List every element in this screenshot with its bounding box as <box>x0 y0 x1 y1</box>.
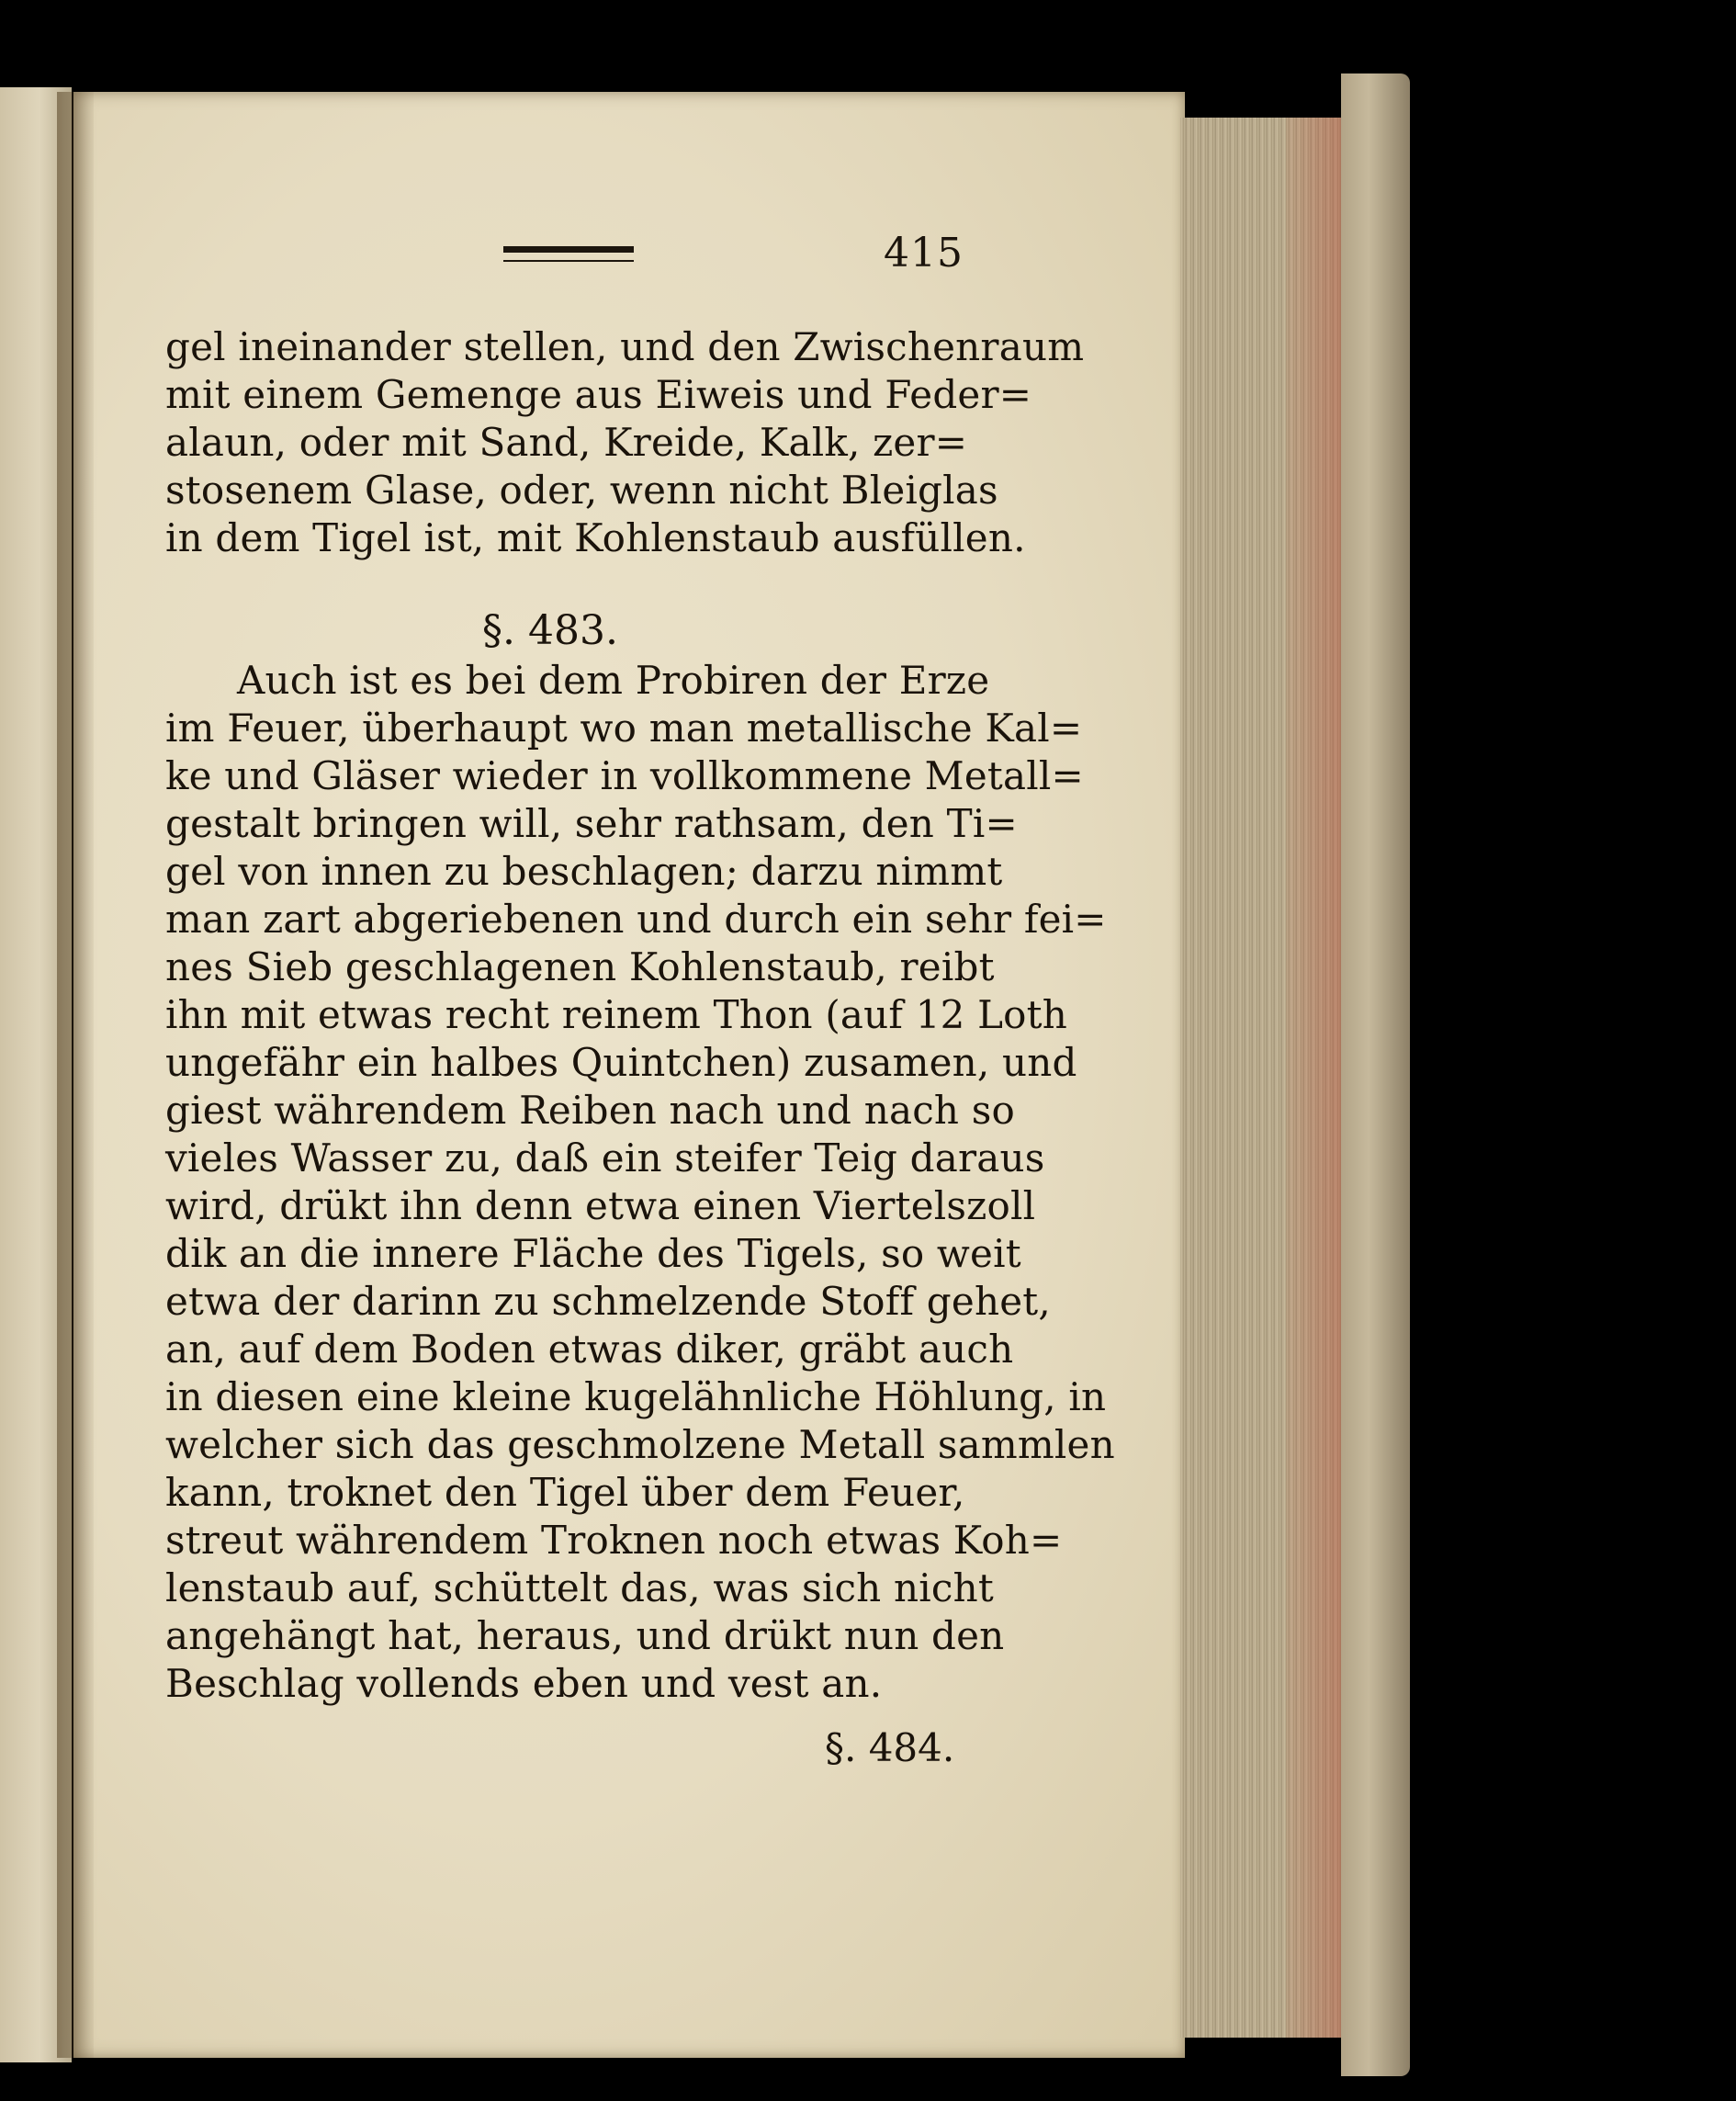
text-line: nes Sieb geschlagenen Kohlenstaub, reibt <box>165 944 995 989</box>
text-line: vieles Wasser zu, daß ein steifer Teig daraus <box>165 1135 1045 1180</box>
text-line: ihn mit etwas recht reinem Thon (auf 12 Loth <box>165 992 1067 1037</box>
text-line: man zart abgeriebenen und durch ein sehr fei= <box>165 897 1107 942</box>
text-line: ungefähr ein halbes Quintchen) zusamen, und <box>165 1040 1077 1085</box>
text-line: angehängt hat, heraus, und drükt nun den <box>165 1613 1005 1658</box>
text-line: etwa der darinn zu schmelzende Stoff gehet, <box>165 1279 1051 1324</box>
text-line: gel ineinander stellen, und den Zwischenraum <box>165 324 1085 369</box>
text-line: Auch ist es bei dem Probiren der Erze <box>237 658 990 703</box>
text-line: im Feuer, überhaupt wo man metallische Kal= <box>165 706 1083 751</box>
text-line: giest währendem Reiben nach und nach so <box>165 1088 1015 1133</box>
running-head-rule <box>503 246 634 262</box>
text-line: alaun, oder mit Sand, Kreide, Kalk, zer= <box>165 420 968 465</box>
text-line: gel von innen zu beschlagen; darzu nimmt <box>165 849 1003 894</box>
book-cover-board <box>1341 73 1410 2076</box>
text-line: ke und Gläser wieder in vollkommene Metall= <box>165 753 1084 798</box>
page-number: 415 <box>884 230 964 277</box>
text-line: an, auf dem Boden etwas diker, gräbt auch <box>165 1327 1014 1372</box>
gutter-shadow <box>57 92 94 2058</box>
text-line: in dem Tigel ist, mit Kohlenstaub ausfüllen. <box>165 515 1026 560</box>
text-line: lenstaub auf, schüttelt das, was sich nicht <box>165 1565 994 1610</box>
catchword: §. 484. <box>825 1725 955 1770</box>
text-line: wird, drükt ihn denn etwa einen Viertelszoll <box>165 1183 1036 1228</box>
text-line: gestalt bringen will, sehr rathsam, den Ti= <box>165 801 1018 846</box>
text-line: dik an die innere Fläche des Tigels, so weit <box>165 1231 1021 1276</box>
text-line: stosenem Glase, oder, wenn nicht Bleiglas <box>165 468 998 513</box>
text-line: in diesen eine kleine kugelähnliche Höhlung, in <box>165 1374 1107 1419</box>
text-line: streut währendem Troknen noch etwas Koh= <box>165 1518 1063 1563</box>
text-line: mit einem Gemenge aus Eiweis und Feder= <box>165 372 1032 417</box>
text-line: welcher sich das geschmolzene Metall sammlen <box>165 1422 1115 1467</box>
section-heading: §. 483. <box>482 607 618 654</box>
text-line: kann, troknet den Tigel über dem Feuer, <box>165 1470 965 1515</box>
text-line: Beschlag vollends eben und vest an. <box>165 1661 883 1706</box>
